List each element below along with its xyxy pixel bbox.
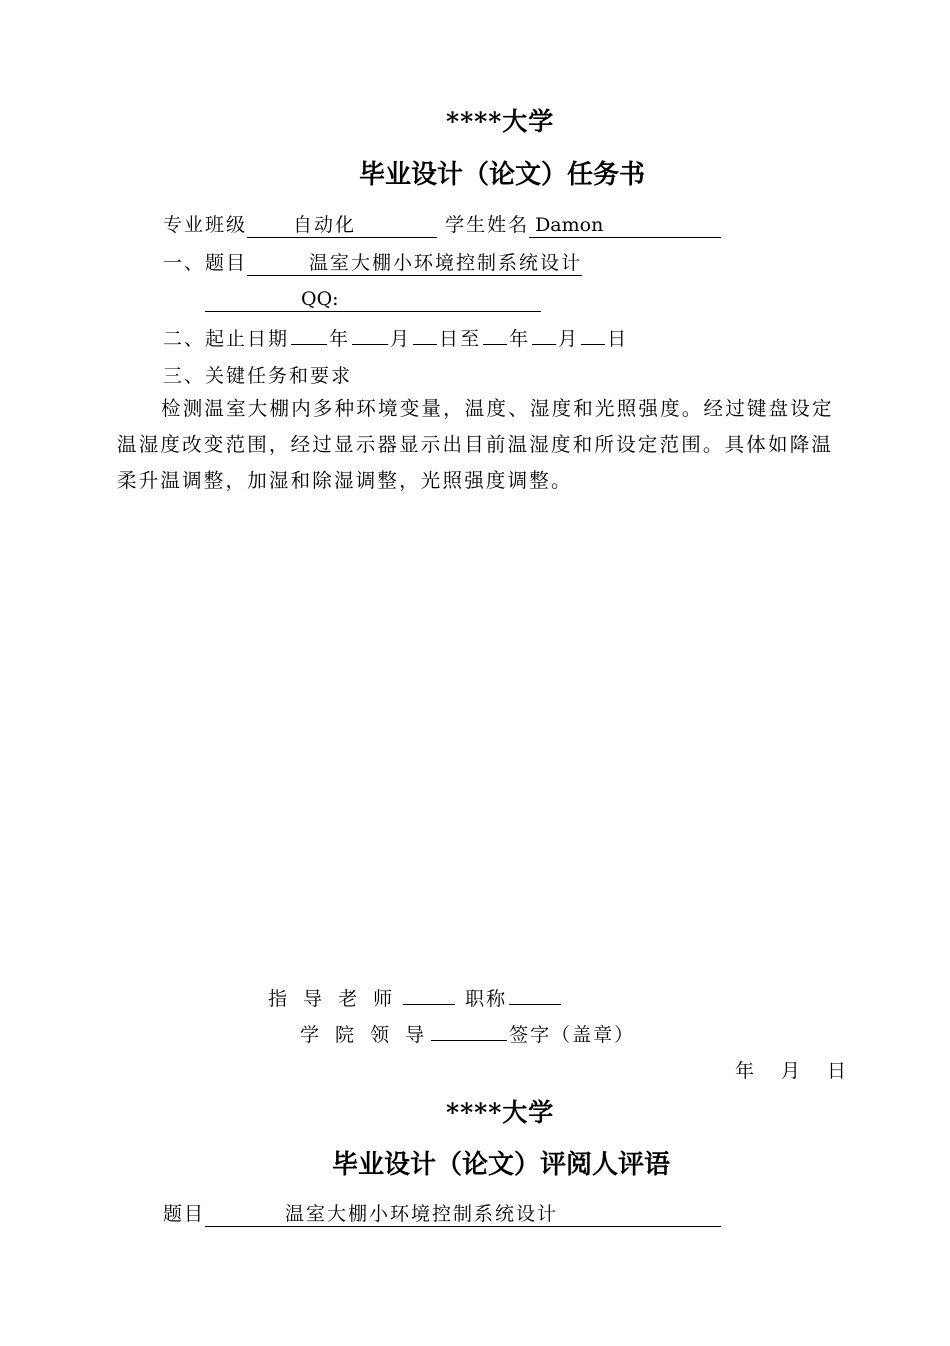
review-topic-field — [205, 1203, 721, 1227]
end-year-unit: 年 — [509, 328, 531, 350]
requirements-text: 检测温室大棚内多种环境变量，温度、湿度和光照强度。经过键盘设定温湿度改变范围，经过显示器显示出目前温湿度和所设定范围。具体如降温柔升温调整，加湿和除湿调整，光照强度调整。 — [117, 397, 834, 492]
advisor-blank — [403, 1003, 455, 1005]
qq-field — [205, 288, 541, 312]
review-topic-label: 题目 — [163, 1203, 206, 1225]
major-value: 自动化 — [293, 214, 357, 236]
university-name: ****大学 — [446, 107, 555, 136]
student-field — [529, 214, 721, 238]
advisor-row — [268, 984, 563, 1011]
advisor-title-label: 职称 — [465, 988, 508, 1010]
signature-label: 签字（盖章） — [509, 1024, 636, 1046]
start-year-blank — [291, 343, 327, 345]
dates-row — [163, 324, 628, 351]
end-month-blank — [532, 343, 556, 345]
to-label: 至 — [460, 328, 482, 350]
start-month-unit: 月 — [390, 328, 412, 350]
major-label: 专业班级 — [163, 214, 248, 236]
review-topic-row — [163, 1199, 721, 1227]
topic-field — [247, 252, 582, 276]
major-row — [163, 210, 721, 238]
advisor-label: 指 导 老 师 — [268, 988, 398, 1010]
topic-value: 温室大棚小环境控制系统设计 — [309, 252, 583, 274]
document-title: 毕业设计（论文）任务书 — [359, 160, 646, 190]
dean-label: 学 院 领 导 — [300, 1024, 430, 1046]
end-day-blank — [581, 343, 605, 345]
student-value: Damon — [535, 214, 604, 236]
start-day-blank — [413, 343, 437, 345]
advisor-title-blank — [509, 1003, 561, 1005]
end-month-unit: 月 — [558, 328, 580, 350]
qq-row — [205, 288, 541, 312]
review-university-name: ****大学 — [446, 1098, 555, 1127]
requirements-heading: 三、关键任务和要求 — [163, 365, 353, 387]
end-day-unit: 日 — [607, 328, 629, 350]
qq-label: QQ: — [301, 288, 339, 310]
topic-row — [163, 248, 582, 276]
start-month-blank — [352, 343, 388, 345]
dean-row — [300, 1020, 635, 1047]
review-topic-value: 温室大棚小环境控制系统设计 — [285, 1203, 559, 1225]
major-field — [247, 214, 437, 238]
end-year-blank — [483, 343, 507, 345]
topic-label: 一、题目 — [163, 252, 248, 274]
student-label: 学生姓名 — [445, 214, 530, 236]
start-day-unit: 日 — [439, 328, 461, 350]
dates-label: 二、起止日期 — [163, 328, 290, 350]
date-footer: 年 月 日 — [735, 1060, 851, 1082]
review-title: 毕业设计（论文）评阅人评语 — [332, 1150, 671, 1180]
start-year-unit: 年 — [329, 328, 351, 350]
dean-blank — [431, 1039, 507, 1041]
